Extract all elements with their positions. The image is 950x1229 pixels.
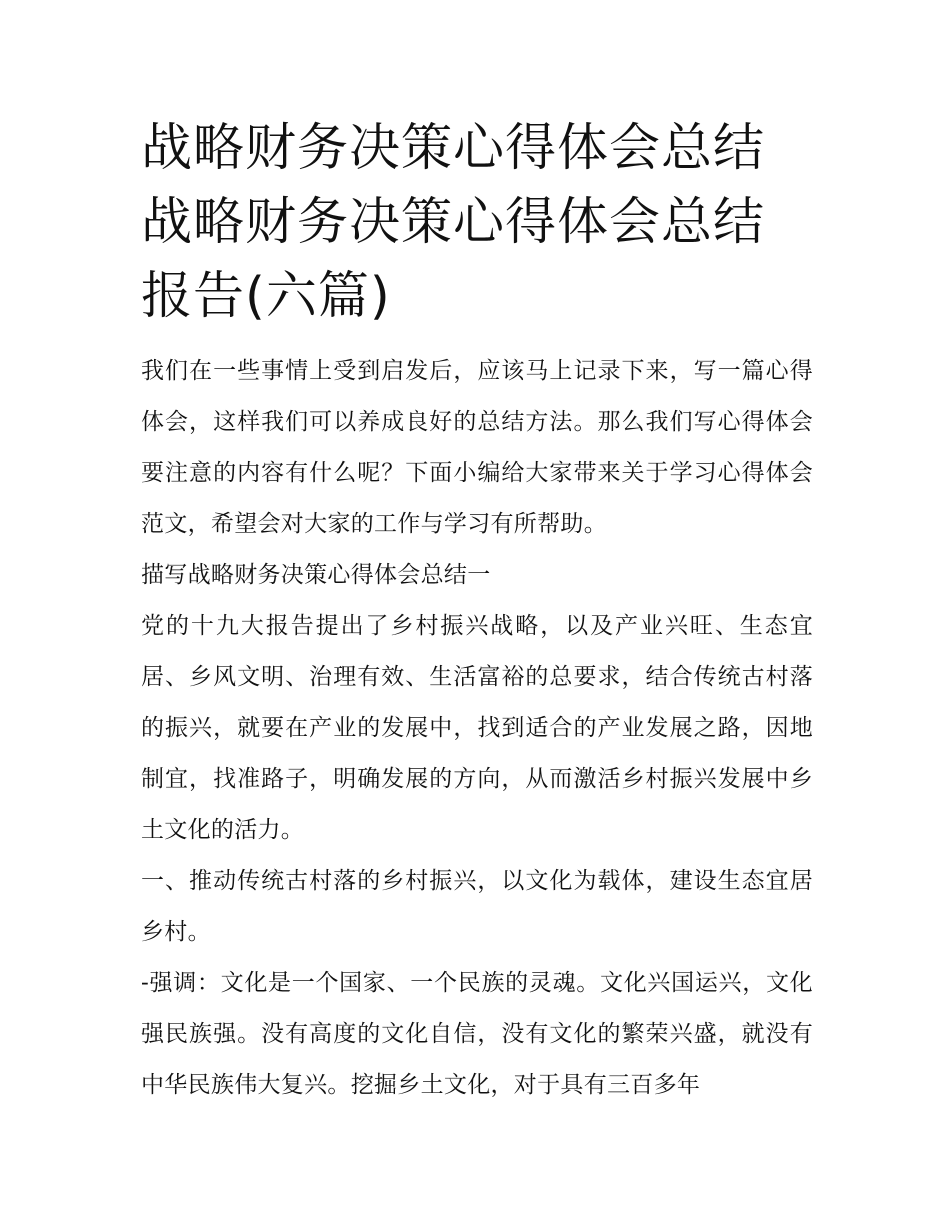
document-title: 战略财务决策心得体会总结 战略财务决策心得体会总结报告(六篇)	[141, 119, 766, 326]
document-body	[141, 346, 813, 1111]
body-paragraph: 党的十九大报告提出了乡村振兴战略，以及产业兴旺、生态宜居、乡风文明、治理有效、生活富裕的总要求，结合传统古村落的振兴，就要在产业的发展中，找到适合的产业发展之路，因地制宜，找准路子，明确发展的方向，从而激活乡村振兴发展中乡土文化的活力。	[141, 613, 813, 843]
intro-paragraph: 我们在一些事情上受到启发后，应该马上记录下来，写一篇心得体会，这样我们可以养成良好的总结方法。那么我们写心得体会要注意的内容有什么呢？下面小编给大家带来关于学习心得体会范文，希望会对大家的工作与学习有所帮助。	[141, 358, 813, 537]
quote-paragraph: -强调：文化是一个国家、一个民族的灵魂。文化兴国运兴，文化强民族强。没有高度的文化自信，没有文化的繁荣兴盛，就没有中华民族伟大复兴。挖掘乡土文化，对于具有三百多年	[141, 970, 813, 1098]
section-heading: 描写战略财务决策心得体会总结一	[141, 562, 491, 588]
numbered-point: 一、推动传统古村落的乡村振兴，以文化为载体，建设生态宜居乡村。	[141, 868, 813, 945]
document-content	[141, 112, 813, 1111]
